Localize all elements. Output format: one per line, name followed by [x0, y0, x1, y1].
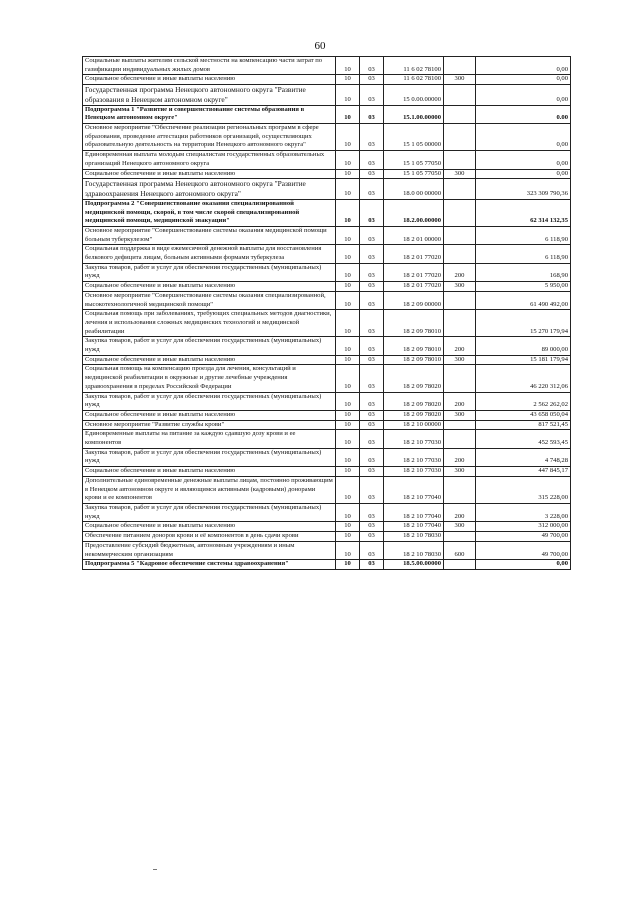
section-code-cell: 10	[336, 365, 360, 392]
amount-cell: 323 309 790,36	[476, 179, 571, 200]
row-name-cell: Закупка товаров, работ и услуг для обеспечения государственных (муниципальных) нужд	[83, 392, 336, 410]
row-name-cell: Социальное обеспечение и иные выплаты населению	[83, 355, 336, 365]
amount-cell: 3 228,00	[476, 504, 571, 522]
amount-cell: 0,00	[476, 151, 571, 169]
row-name-cell: Подпрограмма 1 "Развитие и совершенствование системы образования в Ненецком автономном округе"	[83, 105, 336, 123]
section-code-cell: 10	[336, 410, 360, 420]
subsection-code-cell: 03	[360, 85, 384, 106]
target-article-cell: 18 2 10 78030	[384, 532, 444, 542]
section-code-cell: 10	[336, 105, 360, 123]
expense-type-cell: 200	[444, 448, 476, 466]
target-article-cell: 18 2 10 77030	[384, 448, 444, 466]
section-code-cell: 10	[336, 151, 360, 169]
subsection-code-cell: 03	[360, 263, 384, 281]
row-name-cell: Закупка товаров, работ и услуг для обеспечения государственных (муниципальных) нужд	[83, 263, 336, 281]
row-name-cell: Социальная поддержка в виде ежемесячной денежной выплаты для восстановления белкового дефицита лицам, больным активными формами туберкулеза	[83, 245, 336, 263]
subsection-code-cell: 03	[360, 420, 384, 430]
row-name-cell: Социальная помощь на компенсацию проезда для лечения, консультаций и медицинской реабилитации в окружные и другие лечебные учреждения здравоохранения в пределах Российской Федерации	[83, 365, 336, 392]
expense-type-cell	[444, 105, 476, 123]
section-code-cell: 10	[336, 355, 360, 365]
amount-cell: 5 950,00	[476, 282, 571, 292]
subsection-code-cell: 03	[360, 430, 384, 448]
section-code-cell: 10	[336, 560, 360, 570]
amount-cell: 168,90	[476, 263, 571, 281]
row-name-cell: Подпрограмма 5 "Кадровое обеспечение системы здравоохранения"	[83, 560, 336, 570]
target-article-cell: 18 2 01 77020	[384, 282, 444, 292]
table-row	[83, 199, 571, 226]
subsection-code-cell: 03	[360, 199, 384, 226]
page-number: 60	[314, 40, 326, 52]
target-article-cell: 18 2 09 78010	[384, 337, 444, 355]
row-name-cell: Единовременные выплаты на питание за каждую сдавшую дозу крови и ее компонентов	[83, 430, 336, 448]
table-row	[83, 169, 571, 179]
target-article-cell: 18 2 10 77030	[384, 430, 444, 448]
amount-cell: 0,00	[476, 169, 571, 179]
table-row	[83, 105, 571, 123]
section-code-cell: 10	[336, 310, 360, 337]
table-row	[83, 467, 571, 477]
subsection-code-cell: 03	[360, 476, 384, 503]
expense-type-cell: 300	[444, 355, 476, 365]
expense-type-cell	[444, 420, 476, 430]
row-name-cell: Закупка товаров, работ и услуг для обеспечения государственных (муниципальных) нужд	[83, 448, 336, 466]
scan-mark	[153, 869, 157, 870]
subsection-code-cell: 03	[360, 504, 384, 522]
subsection-code-cell: 03	[360, 560, 384, 570]
table-row	[83, 541, 571, 559]
table-row	[83, 560, 571, 570]
section-code-cell: 10	[336, 199, 360, 226]
expense-type-cell	[444, 365, 476, 392]
amount-cell: 43 658 050,04	[476, 410, 571, 420]
target-article-cell: 18 2 01 77020	[384, 245, 444, 263]
row-name-cell: Основное мероприятие "Развитие службы крови"	[83, 420, 336, 430]
table-row	[83, 337, 571, 355]
subsection-code-cell: 03	[360, 282, 384, 292]
expense-type-cell	[444, 476, 476, 503]
section-code-cell: 10	[336, 291, 360, 309]
row-name-cell: Социальное обеспечение и иные выплаты населению	[83, 522, 336, 532]
target-article-cell: 15 0.00.00000	[384, 85, 444, 106]
row-name-cell: Государственная программа Ненецкого автономного округа "Развитие образования в Ненецком автономном округе"	[83, 85, 336, 106]
table-row	[83, 430, 571, 448]
row-name-cell: Социальное обеспечение и иные выплаты населению	[83, 75, 336, 85]
expense-type-cell	[444, 560, 476, 570]
target-article-cell: 15 1 05 00000	[384, 124, 444, 151]
amount-cell: 15 181 179,94	[476, 355, 571, 365]
target-article-cell: 18 2 09 78020	[384, 410, 444, 420]
row-name-cell: Социальное обеспечение и иные выплаты населению	[83, 410, 336, 420]
table-row	[83, 355, 571, 365]
expense-type-cell: 300	[444, 522, 476, 532]
row-name-cell: Обеспечение питанием доноров крови и её компонентов в день сдачи крови	[83, 532, 336, 542]
amount-cell: 0,00	[476, 57, 571, 75]
amount-cell: 49 700,00	[476, 532, 571, 542]
expense-type-cell	[444, 226, 476, 244]
target-article-cell: 18 2 09 78020	[384, 392, 444, 410]
row-name-cell: Государственная программа Ненецкого автономного округа "Развитие здравоохранения Ненецкого автономного округа"	[83, 179, 336, 200]
expense-type-cell	[444, 532, 476, 542]
table-row	[83, 124, 571, 151]
table-row	[83, 282, 571, 292]
table-row	[83, 476, 571, 503]
row-name-cell: Подпрограмма 2 "Совершенствование оказания специализированной медицинской помощи, скорой, в том числе скорой специализированной медицинской помощи, медицинской эвакуации"	[83, 199, 336, 226]
table-row	[83, 310, 571, 337]
row-name-cell: Социальная помощь при заболеваниях, требующих специальных методов диагностики, лечения и использования сложных медицинских технологий и медицинской реабилитации	[83, 310, 336, 337]
section-code-cell: 10	[336, 57, 360, 75]
expense-type-cell	[444, 85, 476, 106]
target-article-cell: 18 2 10 77040	[384, 476, 444, 503]
subsection-code-cell: 03	[360, 467, 384, 477]
subsection-code-cell: 03	[360, 291, 384, 309]
amount-cell: 62 314 132,35	[476, 199, 571, 226]
row-name-cell: Закупка товаров, работ и услуг для обеспечения государственных (муниципальных) нужд	[83, 504, 336, 522]
section-code-cell: 10	[336, 245, 360, 263]
row-name-cell: Закупка товаров, работ и услуг для обеспечения государственных (муниципальных) нужд	[83, 337, 336, 355]
section-code-cell: 10	[336, 541, 360, 559]
subsection-code-cell: 03	[360, 151, 384, 169]
subsection-code-cell: 03	[360, 310, 384, 337]
subsection-code-cell: 03	[360, 337, 384, 355]
expense-type-cell	[444, 430, 476, 448]
amount-cell: 0,00	[476, 124, 571, 151]
expense-type-cell: 300	[444, 282, 476, 292]
section-code-cell: 10	[336, 337, 360, 355]
section-code-cell: 10	[336, 392, 360, 410]
target-article-cell: 18 2 10 77030	[384, 467, 444, 477]
row-name-cell: Основное мероприятие "Совершенствование системы оказания специализированной, высокотехнологичной медицинской помощи"	[83, 291, 336, 309]
amount-cell: 0.00	[476, 105, 571, 123]
target-article-cell: 18 2 09 78010	[384, 310, 444, 337]
target-article-cell: 15 1 05 77050	[384, 169, 444, 179]
expense-type-cell	[444, 179, 476, 200]
table-row	[83, 392, 571, 410]
table-row	[83, 57, 571, 75]
subsection-code-cell: 03	[360, 226, 384, 244]
amount-cell: 15 270 179,94	[476, 310, 571, 337]
row-name-cell: Основное мероприятие "Совершенствование системы оказания медицинской помощи больным туберкулезом"	[83, 226, 336, 244]
table-row	[83, 263, 571, 281]
amount-cell: 4 748,28	[476, 448, 571, 466]
expense-type-cell	[444, 310, 476, 337]
target-article-cell: 15 1 05 77050	[384, 151, 444, 169]
table-row	[83, 226, 571, 244]
amount-cell: 817 521,45	[476, 420, 571, 430]
expense-type-cell	[444, 199, 476, 226]
budget-table	[82, 56, 571, 570]
amount-cell: 2 562 262,02	[476, 392, 571, 410]
expense-type-cell	[444, 124, 476, 151]
expense-type-cell: 200	[444, 337, 476, 355]
table-row	[83, 448, 571, 466]
row-name-cell: Социальное обеспечение и иные выплаты населению	[83, 467, 336, 477]
section-code-cell: 10	[336, 282, 360, 292]
row-name-cell: Дополнительные единовременные денежные выплаты лицам, постоянно проживающим в Ненецком автономном округе и являющимся активными (кадровыми) донорами крови и ее компонентов	[83, 476, 336, 503]
subsection-code-cell: 03	[360, 365, 384, 392]
subsection-code-cell: 03	[360, 169, 384, 179]
expense-type-cell	[444, 245, 476, 263]
amount-cell: 315 228,00	[476, 476, 571, 503]
expense-type-cell: 300	[444, 467, 476, 477]
row-name-cell: Предоставление субсидий бюджетным, автономным учреждениям и иным некоммерческим организациям	[83, 541, 336, 559]
amount-cell: 447 845,17	[476, 467, 571, 477]
target-article-cell: 18.0 00 00000	[384, 179, 444, 200]
row-name-cell: Единовременная выплата молодым специалистам государственных образовательных организаций Ненецкого автономного округа	[83, 151, 336, 169]
amount-cell: 6 118,90	[476, 226, 571, 244]
expense-type-cell	[444, 151, 476, 169]
section-code-cell: 10	[336, 420, 360, 430]
table-row	[83, 179, 571, 200]
expense-type-cell: 200	[444, 504, 476, 522]
table-row	[83, 420, 571, 430]
subsection-code-cell: 03	[360, 75, 384, 85]
section-code-cell: 10	[336, 263, 360, 281]
table-row	[83, 410, 571, 420]
table-row	[83, 75, 571, 85]
subsection-code-cell: 03	[360, 105, 384, 123]
target-article-cell: 18.2.00.00000	[384, 199, 444, 226]
target-article-cell: 18 2 09 78010	[384, 355, 444, 365]
subsection-code-cell: 03	[360, 179, 384, 200]
expense-type-cell: 200	[444, 392, 476, 410]
amount-cell: 0,00	[476, 85, 571, 106]
amount-cell: 312 000,00	[476, 522, 571, 532]
subsection-code-cell: 03	[360, 392, 384, 410]
section-code-cell: 10	[336, 448, 360, 466]
expense-type-cell: 600	[444, 541, 476, 559]
target-article-cell: 18.5.00.00000	[384, 560, 444, 570]
expense-type-cell: 300	[444, 169, 476, 179]
row-name-cell: Социальное обеспечение и иные выплаты населению	[83, 282, 336, 292]
row-name-cell: Социальное обеспечение и иные выплаты населению	[83, 169, 336, 179]
subsection-code-cell: 03	[360, 541, 384, 559]
subsection-code-cell: 03	[360, 448, 384, 466]
subsection-code-cell: 03	[360, 355, 384, 365]
target-article-cell: 18 2 01 77020	[384, 263, 444, 281]
amount-cell: 0,00	[476, 75, 571, 85]
section-code-cell: 10	[336, 430, 360, 448]
subsection-code-cell: 03	[360, 124, 384, 151]
section-code-cell: 10	[336, 85, 360, 106]
target-article-cell: 18 2 09 00000	[384, 291, 444, 309]
amount-cell: 61 490 492,00	[476, 291, 571, 309]
section-code-cell: 10	[336, 169, 360, 179]
target-article-cell: 11 6 02 78100	[384, 75, 444, 85]
amount-cell: 452 593,45	[476, 430, 571, 448]
expense-type-cell: 200	[444, 263, 476, 281]
target-article-cell: 18 2 10 77040	[384, 522, 444, 532]
expense-type-cell	[444, 57, 476, 75]
subsection-code-cell: 03	[360, 245, 384, 263]
table-row	[83, 365, 571, 392]
table-row	[83, 504, 571, 522]
subsection-code-cell: 03	[360, 410, 384, 420]
expense-type-cell: 300	[444, 410, 476, 420]
table-row	[83, 151, 571, 169]
amount-cell: 49 700,00	[476, 541, 571, 559]
table-row	[83, 522, 571, 532]
subsection-code-cell: 03	[360, 532, 384, 542]
amount-cell: 6 118,90	[476, 245, 571, 263]
target-article-cell: 18 2 01 00000	[384, 226, 444, 244]
expense-type-cell	[444, 291, 476, 309]
table-row	[83, 532, 571, 542]
amount-cell: 46 220 312,06	[476, 365, 571, 392]
section-code-cell: 10	[336, 532, 360, 542]
target-article-cell: 11 6 02 78100	[384, 57, 444, 75]
section-code-cell: 10	[336, 522, 360, 532]
table-row	[83, 291, 571, 309]
section-code-cell: 10	[336, 504, 360, 522]
table-row	[83, 245, 571, 263]
amount-cell: 89 000,00	[476, 337, 571, 355]
target-article-cell: 18 2 09 78020	[384, 365, 444, 392]
section-code-cell: 10	[336, 226, 360, 244]
target-article-cell: 18 2 10 77040	[384, 504, 444, 522]
row-name-cell: Социальные выплаты жителям сельской местности на компенсацию части затрат по газификации индивидуальных жилых домов	[83, 57, 336, 75]
subsection-code-cell: 03	[360, 522, 384, 532]
section-code-cell: 10	[336, 75, 360, 85]
target-article-cell: 18 2 10 78030	[384, 541, 444, 559]
subsection-code-cell: 03	[360, 57, 384, 75]
target-article-cell: 18 2 10 00000	[384, 420, 444, 430]
amount-cell: 0,00	[476, 560, 571, 570]
section-code-cell: 10	[336, 467, 360, 477]
row-name-cell: Основное мероприятие "Обеспечение реализации региональных программ в сфере образования, проведение аттестации работников организаций, осуществляющих образовательную деятельность на территории Ненецкого автономного округа"	[83, 124, 336, 151]
section-code-cell: 10	[336, 179, 360, 200]
expense-type-cell: 300	[444, 75, 476, 85]
section-code-cell: 10	[336, 124, 360, 151]
target-article-cell: 15.1.00.00000	[384, 105, 444, 123]
table-row	[83, 85, 571, 106]
section-code-cell: 10	[336, 476, 360, 503]
